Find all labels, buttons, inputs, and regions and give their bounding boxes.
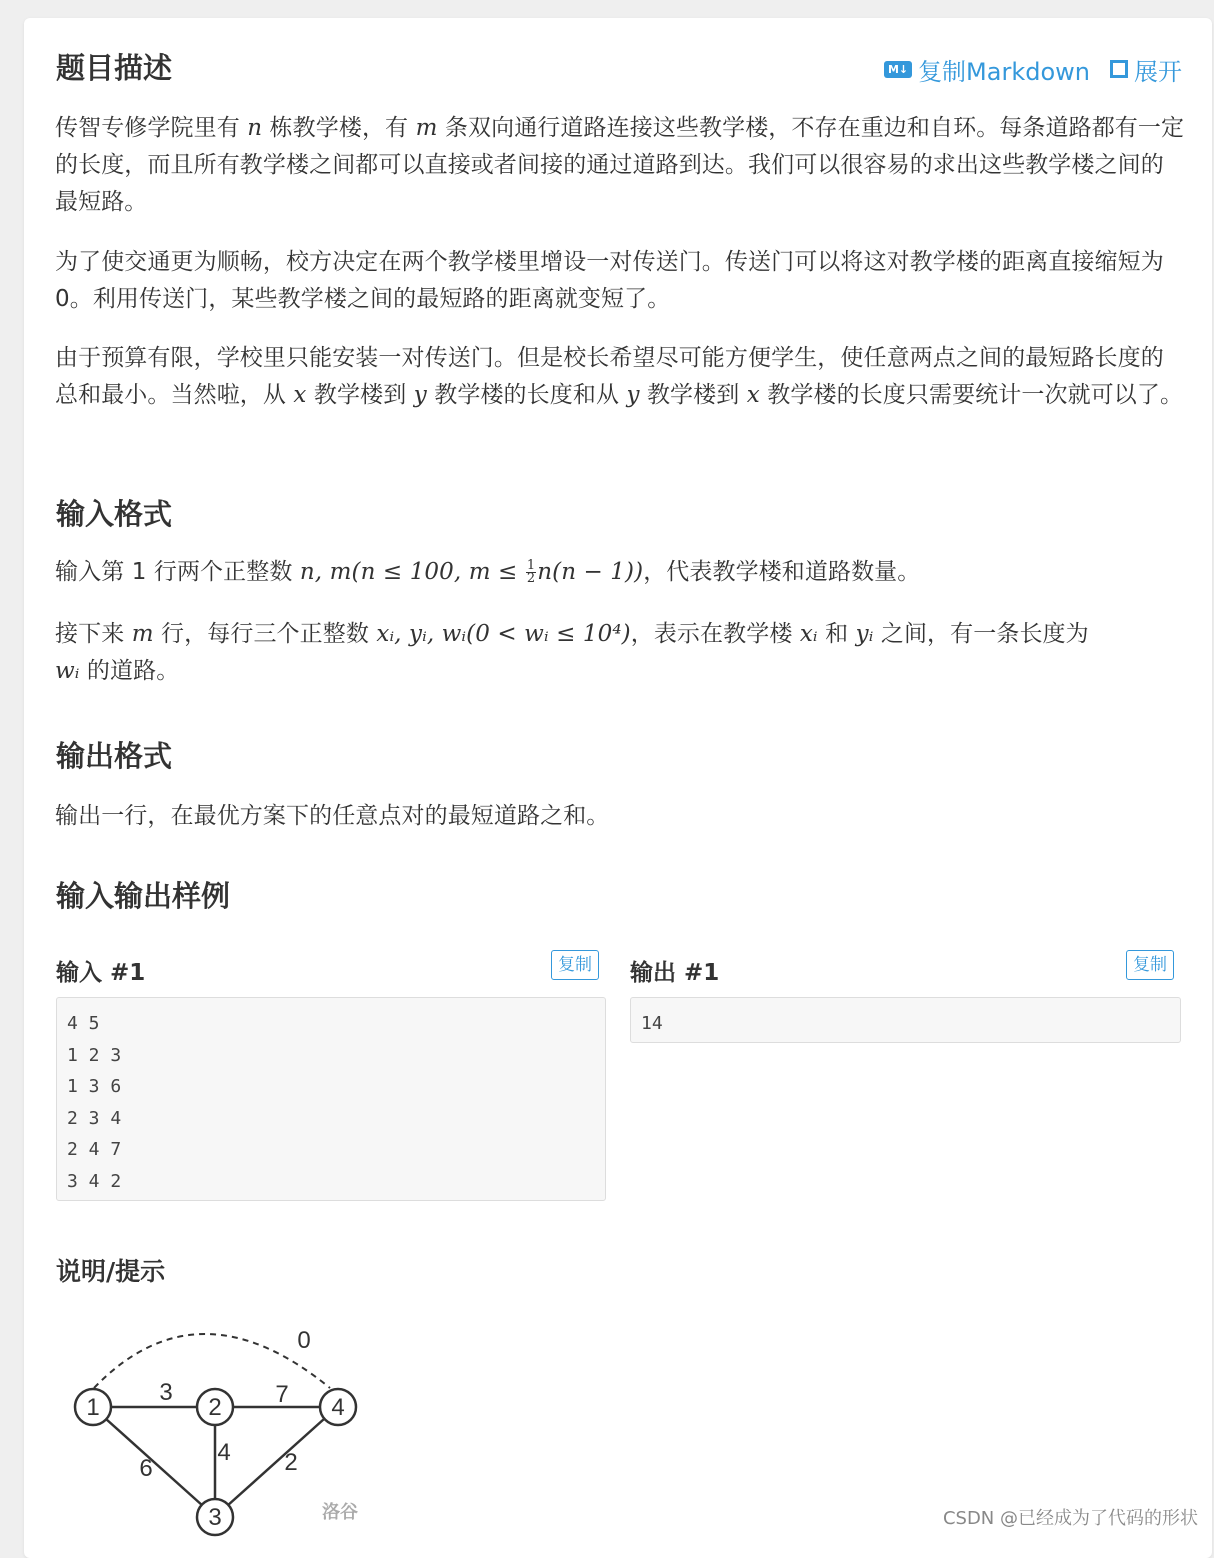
text: 输入第 1 行两个正整数	[55, 559, 300, 585]
edge-1-3	[106, 1419, 203, 1506]
edge-label: 2	[284, 1449, 297, 1476]
expand-button[interactable]	[1098, 52, 1182, 87]
edge-label: 0	[297, 1327, 310, 1354]
top-actions	[884, 54, 1182, 84]
sample-output-code[interactable]: 14	[630, 997, 1181, 1043]
sample-input-title: 输入 #1	[56, 954, 145, 987]
description-paragraph-2: 为了使交通更为顺畅，校方决定在两个教学楼里增设一对传送门。传送门可以将这对教学楼的距离直接缩短为 0。利用传送门，某些教学楼之间的最短路的距离就变短了。	[55, 244, 1185, 318]
text: 行，每行三个正整数	[154, 621, 377, 647]
text: 由于预算有限，学校里只能安装一对传送门。但是校长希望尽可能方便学生，使任意两点之间的最短路长度的总和最小。当然啦，从	[55, 345, 1164, 408]
output-format-text: 输出一行，在最优方案下的任意点对的最短道路之和。	[55, 798, 1185, 835]
node-label: 2	[208, 1394, 221, 1421]
text: 之间，有一条长度为	[873, 621, 1088, 647]
text: 接下来	[55, 621, 132, 647]
description-paragraph-1	[55, 110, 1185, 221]
hint-title: 说明/提示	[56, 1252, 165, 1288]
fraction-denominator: 2	[526, 573, 536, 585]
markdown-icon: M↓	[884, 61, 912, 78]
edge-label: 7	[275, 1381, 288, 1408]
samples-title: 输入输出样例	[56, 876, 230, 916]
copy-markdown-button[interactable]	[884, 52, 1090, 87]
math-m: m	[416, 115, 438, 141]
output-format-title: 输出格式	[56, 736, 172, 776]
text: ，表示在教学楼	[631, 621, 800, 647]
node-label: 1	[86, 1394, 99, 1421]
math-wi: wᵢ	[55, 658, 80, 684]
fraction-numerator: 1	[526, 560, 536, 573]
expand-label: 展开	[1134, 52, 1182, 87]
copy-output-button[interactable]: 复制	[1126, 950, 1174, 980]
text: 教学楼到	[640, 382, 747, 408]
edge-label: 6	[139, 1455, 152, 1482]
input-format-title: 输入格式	[56, 494, 172, 534]
text: 教学楼的长度和从	[427, 382, 627, 408]
fraction	[526, 560, 536, 585]
text: ，代表教学楼和道路数量。	[643, 559, 920, 585]
edge-3-4	[227, 1419, 324, 1506]
node-label: 4	[331, 1394, 344, 1421]
text: 栋教学楼，有	[262, 115, 415, 141]
description-paragraph-3	[55, 340, 1185, 414]
math-m: m	[132, 621, 154, 647]
copy-markdown-label: 复制Markdown	[918, 52, 1090, 87]
copy-input-button[interactable]: 复制	[551, 950, 599, 980]
math-x: x	[293, 382, 306, 408]
text: 教学楼的长度只需要统计一次就可以了。	[760, 382, 1183, 408]
math-x: x	[747, 382, 760, 408]
math-constraint: n, m(n ≤ 100, m ≤	[300, 559, 525, 585]
text: 的道路。	[80, 658, 180, 684]
math-n: n	[247, 115, 262, 141]
description-title: 题目描述	[56, 48, 172, 88]
input-format-line-2	[55, 616, 1185, 690]
math-constraint: n(n − 1))	[537, 559, 643, 585]
math-y: y	[626, 382, 639, 408]
text: 教学楼到	[307, 382, 414, 408]
sample-output-title: 输出 #1	[630, 954, 719, 987]
graph-image	[48, 1300, 368, 1538]
math-y: y	[414, 382, 427, 408]
input-format-line-1	[55, 554, 1185, 591]
math-yi: yᵢ	[856, 621, 874, 647]
text: 条双向通行道路连接这些教学楼，不存在重边和自环。每条道路都有一定的长度，而且所有教学楼之间都可以直接或者间接的通过道路到达。我们可以很容易的求出这些教学楼之间的最短路。	[55, 115, 1184, 215]
expand-icon	[1110, 60, 1128, 78]
csdn-watermark: CSDN @已经成为了代码的形状	[943, 1504, 1198, 1530]
math-xi: xᵢ	[800, 621, 818, 647]
math-edge: xᵢ, yᵢ, wᵢ(0 < wᵢ ≤ 10⁴)	[376, 621, 630, 647]
edge-label: 4	[217, 1439, 230, 1466]
text: 和	[818, 621, 856, 647]
teleport-edge	[94, 1334, 330, 1388]
text: 传智专修学院里有	[55, 115, 247, 141]
node-label: 3	[208, 1504, 221, 1531]
luogu-watermark: 洛谷	[322, 1501, 358, 1523]
sample-input-code[interactable]: 4 5 1 2 3 1 3 6 2 3 4 2 4 7 3 4 2	[56, 997, 606, 1201]
edge-label: 3	[159, 1379, 172, 1406]
